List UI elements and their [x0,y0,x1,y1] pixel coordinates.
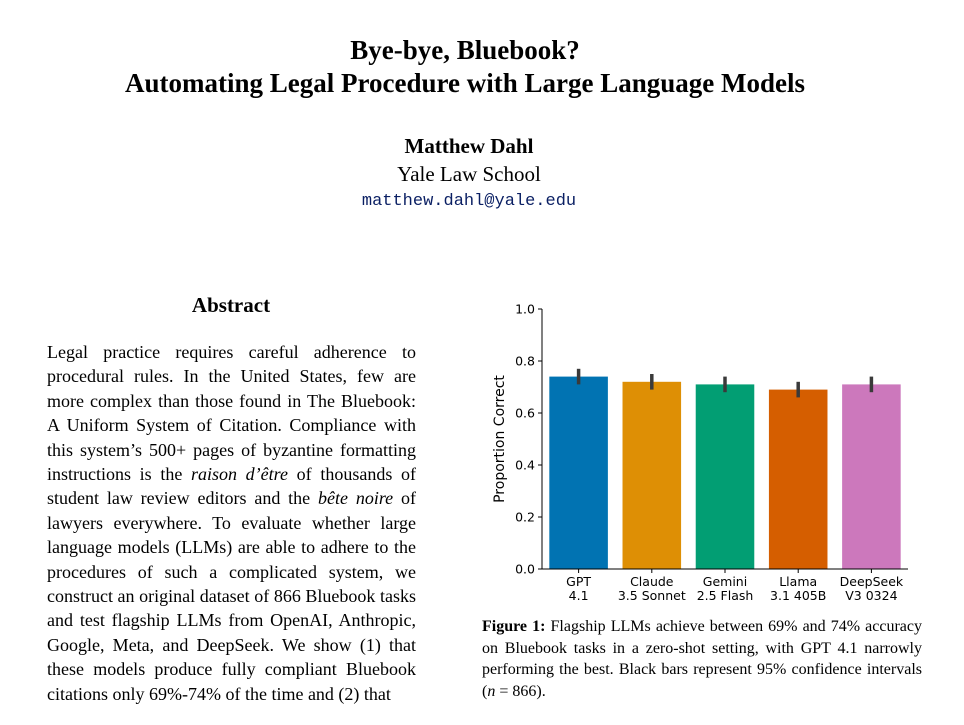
y-tick-label-4: 0.8 [515,353,535,369]
x-tick-label-line: Claude [630,574,674,589]
title-line-1: Bye-bye, Bluebook? [350,35,580,65]
bar-3 [696,384,755,569]
author-email[interactable]: matthew.dahl@yale.edu [361,192,577,211]
abstract-body [47,340,416,706]
y-tick-label-3: 0.6 [515,405,535,421]
paper-title [0,34,930,100]
x-tick-label-line: DeepSeek [839,574,904,589]
y-tick-label-1: 0.2 [515,509,535,525]
y-tick-label-0: 0.0 [515,561,535,577]
bar-5 [842,384,901,569]
author-name: Matthew Dahl [404,134,534,158]
x-tick-label-2 [618,574,686,603]
x-tick-label-line: GPT [566,574,592,589]
x-tick-label-line: Gemini [702,574,748,589]
title-line-2: Automating Legal Procedure with Large Language Models [125,68,805,98]
x-tick-label-line: V3 0324 [845,588,898,603]
bar-chart [480,292,920,610]
y-axis-label: Proportion Correct [492,375,508,503]
x-tick-label-line: Llama [779,574,818,589]
x-tick-label-line: 3.1 405B [770,588,827,603]
bar-2 [623,382,682,569]
author-affiliation: Yale Law School [397,162,541,186]
x-tick-label-line: 4.1 [568,588,589,603]
x-tick-label-1 [566,574,591,603]
bar-4 [769,390,828,569]
abstract-text-3: of lawyers everywhere. To evaluate whether large language models (LLMs) are able to adhere to the procedures of such a complicated system, we construct an original dataset of 866 Bluebook tasks and test flagship LLMs from OpenAI, Anthropic, Google, Meta, and DeepSeek. We show (1) that these models produce fully compliant Bluebook citations only 69%-74% of the time and (2) that [47,488,416,704]
y-tick-label-2: 0.4 [515,457,535,473]
author-block [0,133,938,216]
abstract-italic-1: raison d’être [191,464,288,485]
caption-n: n [487,682,496,700]
figure-caption [482,616,922,702]
x-tick-label-3 [697,574,754,603]
x-tick-label-line: 3.5 Sonnet [617,588,686,603]
abstract-text-1: Legal practice requires careful adherence to procedural rules. In the United States, few are more complex than those found in The Bluebook: A Uniform System of Citation. Compliance with this system’s 500+ pages of byzantine formatting instructions is the [47,342,416,485]
bar-1 [549,377,608,569]
caption-end: ). [536,682,546,700]
caption-equals: = 866 [495,682,537,700]
x-tick-label-line: 2.5 Flash [696,588,754,603]
abstract-heading: Abstract [191,293,271,317]
figure-label: Figure 1: [482,618,546,635]
abstract-text-2: of thousands of student law review editors and the [47,464,416,509]
abstract-italic-2: bête noire [318,488,394,509]
caption-text: Flagship LLMs achieve between 69% and 74% accuracy on Bluebook tasks in a zero-shot setting, with GPT 4.1 narrowly performing the best. Black bars represent 95% confidence intervals ( [482,618,923,700]
y-tick-label-5: 1.0 [515,301,535,317]
x-tick-label-4 [770,574,826,603]
x-tick-label-5 [840,574,904,603]
